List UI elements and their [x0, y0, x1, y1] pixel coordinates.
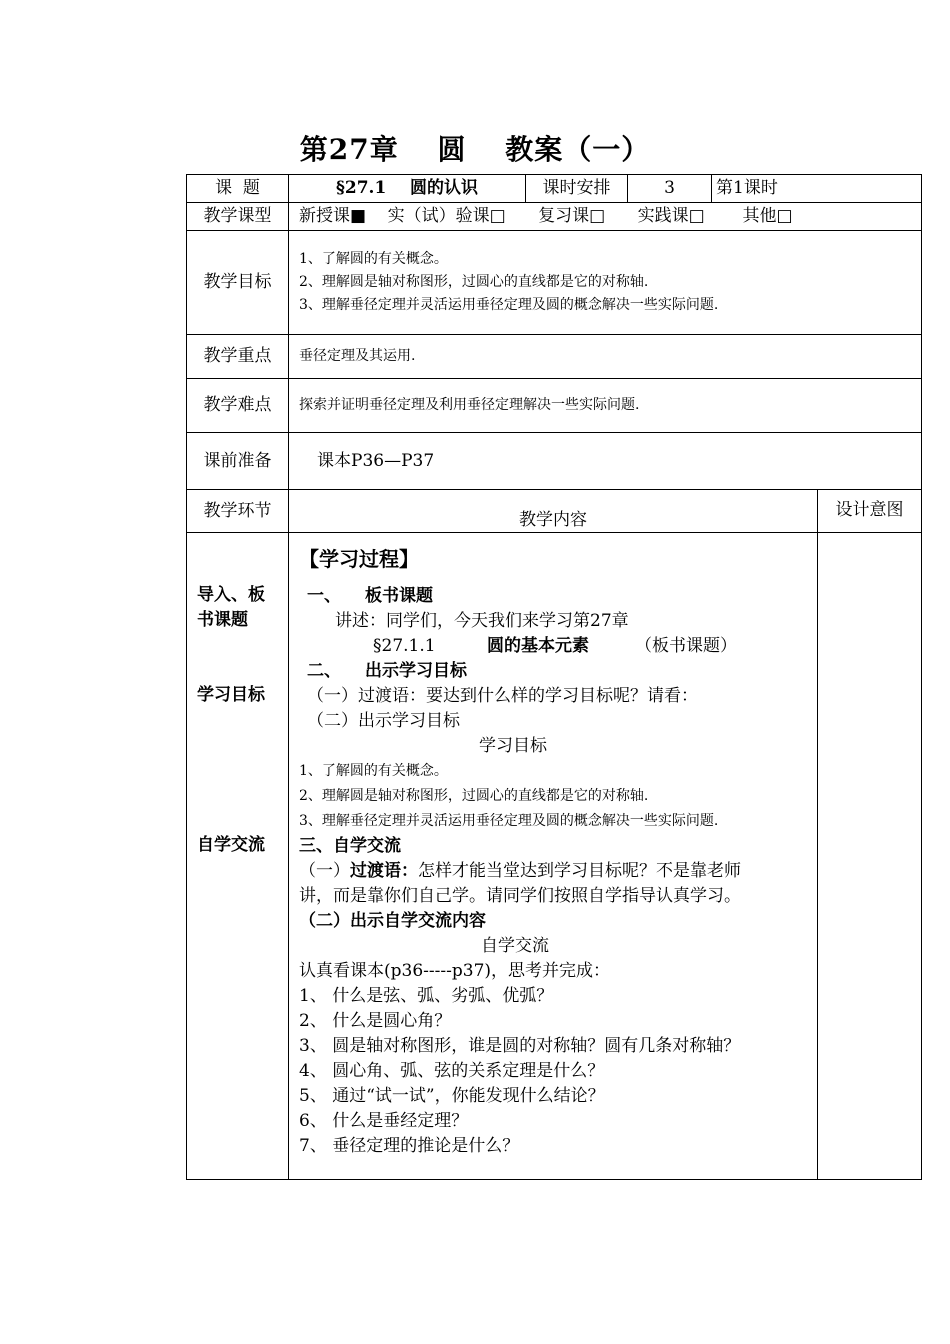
content-column — [289, 533, 818, 1180]
para1-keyword: 过渡语： — [350, 861, 418, 881]
section3-title: 三、自学交流 — [299, 836, 401, 856]
question-item: 6、 什么是垂经定理？ — [299, 1111, 469, 1131]
process-heading: 【学习过程】 — [299, 547, 419, 571]
lesson-plan-table — [186, 174, 922, 1180]
title-circle: 圆 — [437, 133, 467, 166]
content-header-text: 教学内容 — [519, 509, 587, 530]
topic-cell — [289, 175, 526, 203]
page-title — [0, 128, 950, 168]
question-item: 3、 圆是轴对称图形，谁是圆的对称轴？圆有几条对称轴？ — [299, 1036, 741, 1056]
content-objective: 3、理解垂径定理并灵活运用垂径定理及圆的概念解决一些实际问题. — [299, 813, 719, 829]
stage-intro-2: 书课题 — [197, 610, 248, 630]
section2-num: 二、 — [307, 661, 341, 681]
section1-title: 板书课题 — [365, 586, 433, 606]
para1-line2: 讲，而是靠你们自己学。请同学们按照自学指导认真学习。 — [299, 886, 741, 906]
type-options: 新授课■ 实（试）验课□ 复习课□ 实践课□ 其他□ — [289, 203, 922, 231]
objective-item: 2、理解圆是轴对称图形，过圆心的直线都是它的对称轴. — [299, 274, 649, 291]
question-item: 5、 通过“试一试”，你能发现什么结论？ — [299, 1086, 605, 1106]
subsection-num: §27.1.1 — [373, 636, 436, 656]
stage-column — [187, 533, 289, 1180]
type-label: 教学课型 — [187, 203, 289, 231]
section2-title: 出示学习目标 — [365, 661, 467, 681]
stage-objectives: 学习目标 — [197, 685, 265, 705]
para1-text: 怎样才能当堂达到学习目标呢？不是靠老师 — [418, 861, 741, 881]
question-item: 4、 圆心角、弧、弦的关系定理是什么？ — [299, 1061, 605, 1081]
stage-header: 教学环节 — [187, 490, 289, 533]
period-text: 第1课时 — [716, 178, 778, 199]
objective-item: 3、理解垂径定理并灵活运用垂径定理及圆的概念解决一些实际问题. — [299, 296, 719, 313]
para1-prefix: （一） — [299, 861, 350, 881]
prep-text: 课本P36—P37 — [289, 433, 922, 490]
section1-num: 一、 — [307, 586, 341, 606]
narration: 讲述：同学们，今天我们来学习第27章 — [335, 611, 629, 631]
objectives-label: 教学目标 — [187, 231, 289, 335]
stage-intro-1: 导入、板 — [197, 585, 265, 605]
topic-name: 圆的认识 — [409, 178, 478, 199]
objectives-heading: 学习目标 — [479, 736, 547, 756]
question-item: 2、 什么是圆心角？ — [299, 1011, 452, 1031]
period-cell — [712, 175, 922, 203]
stage-self-study: 自学交流 — [197, 835, 265, 855]
exercise-heading: 自学交流 — [481, 936, 549, 956]
subsection-title: 圆的基本元素 — [487, 636, 589, 656]
para2: （二）出示自学交流内容 — [299, 911, 486, 931]
keypoint-label: 教学重点 — [187, 335, 289, 379]
difficulty-text: 探索并证明垂径定理及利用垂径定理解决一些实际问题. — [289, 379, 922, 433]
schedule-label: 课时安排 — [526, 175, 628, 203]
schedule-value: 3 — [628, 175, 712, 203]
read-instruction: 认真看课本(p36-----p37)，思考并完成： — [299, 961, 611, 981]
title-chapter: 第27章 — [299, 133, 399, 166]
question-item: 1、 什么是弦、弧、劣弧、优弧？ — [299, 986, 554, 1006]
question-item: 7、 垂径定理的推论是什么？ — [299, 1136, 520, 1156]
transition-2: （二）出示学习目标 — [307, 711, 460, 731]
topic-section: §27.1 — [336, 178, 387, 199]
intent-header: 设计意图 — [818, 490, 922, 533]
intent-column — [818, 533, 922, 1180]
content-objective: 1、了解圆的有关概念。 — [299, 763, 448, 779]
objective-item: 1、了解圆的有关概念。 — [299, 251, 448, 268]
title-plan: 教案（一） — [505, 133, 651, 166]
topic-label: 课 题 — [187, 175, 289, 203]
prep-label: 课前准备 — [187, 433, 289, 490]
content-header — [289, 490, 818, 533]
keypoint-text: 垂径定理及其运用. — [289, 335, 922, 379]
transition-1: （一）过渡语：要达到什么样的学习目标呢？请看： — [307, 686, 698, 706]
para1-line1 — [299, 861, 741, 881]
objectives-list — [289, 231, 922, 335]
content-objective: 2、理解圆是轴对称图形，过圆心的直线都是它的对称轴. — [299, 788, 649, 804]
subsection-note: （板书课题） — [635, 636, 737, 656]
difficulty-label: 教学难点 — [187, 379, 289, 433]
